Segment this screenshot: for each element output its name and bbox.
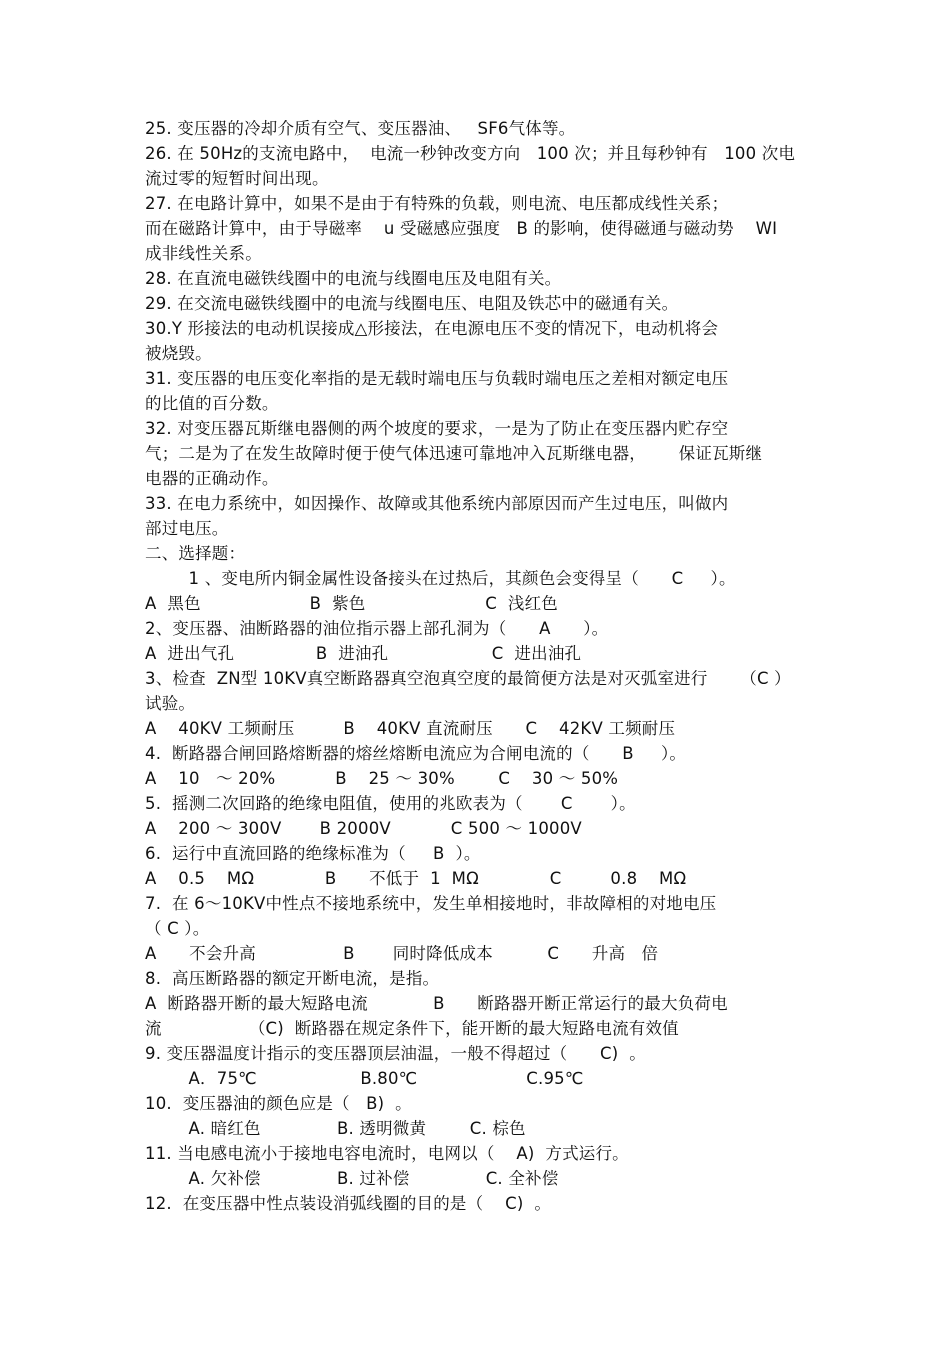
text-line: 9. 变压器温度计指示的变压器顶层油温，一般不得超过（ C) 。 [145,1044,647,1063]
text-line: 3、检查 ZN型 10KV真空断路器真空泡真空度的最简便方法是对灭弧室进行 （C ） [145,669,791,688]
text-line: A 10 ～ 20% B 25 ～ 30% C 30 ～ 50% [145,769,619,788]
text-line: 4. 断路器合闸回路熔断器的熔丝熔断电流应为合闸电流的（ B ）。 [145,744,687,763]
text-line: A. 欠补偿 B. 过补偿 C. 全补偿 [145,1169,559,1188]
text-line: 1 、变电所内铜金属性设备接头在过热后，其颜色会变得呈（ C ）。 [145,569,736,588]
text-line: 6. 运行中直流回路的绝缘标准为（ B ）。 [145,844,481,863]
text-line: 26. 在 50Hz的支流电路中， 电流一秒钟改变方向 100 次；并且每秒钟有 100 次电 [145,144,796,163]
text-line: 8. 高压断路器的额定开断电流，是指。 [145,969,440,988]
text-line: 而在磁路计算中，由于导磁率 u 受磁感应强度 B 的影响，使得磁通与磁动势 WI [145,219,778,238]
text-line: A．75℃ B.80℃ C.95℃ [145,1069,584,1088]
text-line: A 40KV 工频耐压 B 40KV 直流耐压 C 42KV 工频耐压 [145,719,676,738]
text-line: 10. 变压器油的颜色应是（ B) 。 [145,1094,412,1113]
text-line: 气；二是为了在发生故障时便于使气体迅速可靠地冲入瓦斯继电器， 保证瓦斯继 [145,444,763,463]
text-line: 32. 对变压器瓦斯继电器侧的两个坡度的要求，一是为了防止在变压器内贮存空 [145,419,729,438]
text-line: 二、选择题： [145,544,246,563]
text-line: 试验。 [145,694,196,713]
text-line: 部过电压。 [145,519,229,538]
text-line: 5. 摇测二次回路的绝缘电阻值，使用的兆欧表为（ C ）。 [145,794,636,813]
text-line: 29. 在交流电磁铁线圈中的电流与线圈电压、电阻及铁芯中的磁通有关。 [145,294,679,313]
text-line: 的比值的百分数。 [145,394,279,413]
text-line: 流 （C) 断路器在规定条件下，能开断的最大短路电流有效值 [145,1019,679,1038]
text-line: 电器的正确动作。 [145,469,279,488]
text-line: 30.Y 形接法的电动机误接成△形接法，在电源电压不变的情况下，电动机将会 [145,319,719,338]
text-line: A 黑色 B 紫色 C 浅红色 [145,594,558,613]
text-line: 11. 当电感电流小于接地电容电流时，电网以（ A) 方式运行。 [145,1144,629,1163]
text-line: 25. 变压器的冷却介质有空气、变压器油、 SF6气体等。 [145,119,576,138]
text-line: 成非线性关系。 [145,244,262,263]
text-line: A 200 ～ 300V B 2000V C 500 ～ 1000V [145,819,582,838]
text-line: （ C ）。 [145,919,210,938]
text-line: A 0.5 MΩ B 不低于 1 MΩ C 0.8 MΩ [145,869,687,888]
text-line: 31. 变压器的电压变化率指的是无载时端电压与负载时端电压之差相对额定电压 [145,369,729,388]
text-line: A 不会升高 B 同时降低成本 C 升高 倍 [145,944,659,963]
text-line: 被烧毁。 [145,344,212,363]
text-line: 27. 在电路计算中，如果不是由于有特殊的负载，则电流、电压都成线性关系； [145,194,729,213]
text-line: 33. 在电力系统中，如因操作、故障或其他系统内部原因而产生过电压，叫做内 [145,494,729,513]
text-line: 流过零的短暂时间出现。 [145,169,329,188]
text-line: A 断路器开断的最大短路电流 B 断路器开断正常运行的最大负荷电 [145,994,728,1013]
text-line: A. 暗红色 B. 透明微黄 C. 棕色 [145,1119,526,1138]
text-line: 7. 在 6～10KV中性点不接地系统中，发生单相接地时，非故障相的对地电压 [145,894,717,913]
text-line: 2、变压器、油断路器的油位指示器上部孔洞为（ A ）。 [145,619,609,638]
text-line: 28. 在直流电磁铁线圈中的电流与线圈电压及电阻有关。 [145,269,562,288]
text-line: A 进出气孔 B 进油孔 C 进出油孔 [145,644,582,663]
text-line: 12. 在变压器中性点装设消弧线圈的目的是（ C) 。 [145,1194,552,1213]
document-body [145,116,825,1216]
